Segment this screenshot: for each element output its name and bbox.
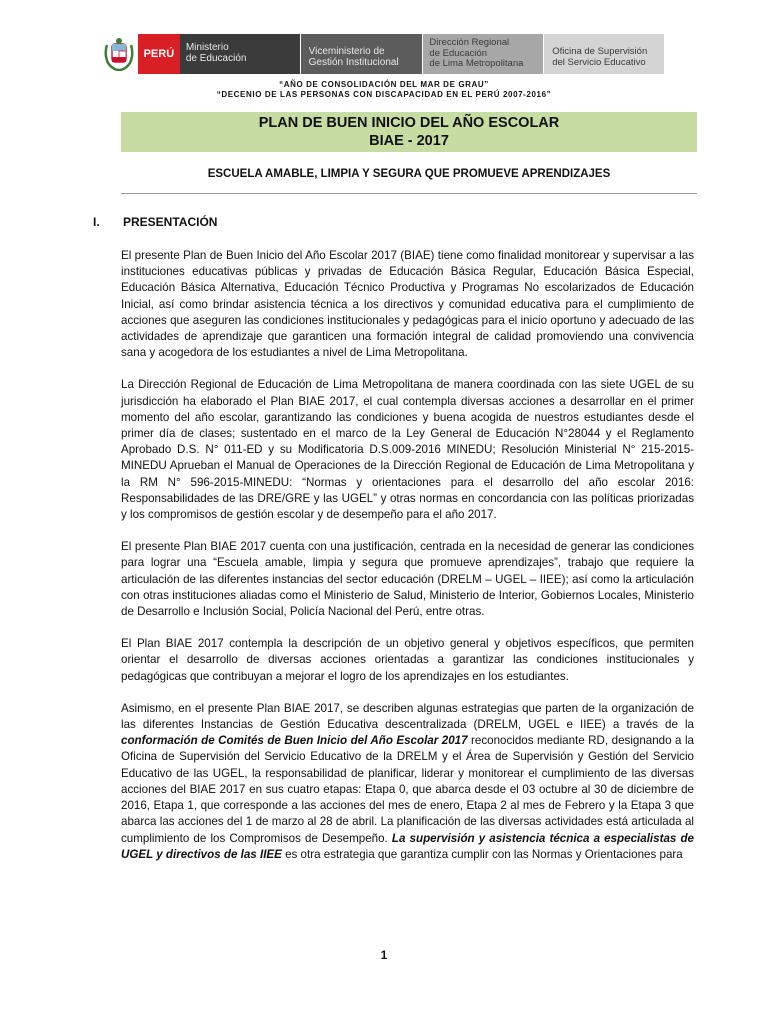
year-mottos [0,80,768,100]
section-number: I. [93,215,100,229]
coat-of-arms-icon [100,34,138,74]
paragraph: La Dirección Regional de Educación de Lima Metropolitana de manera coordinada con las siete UGEL de su jurisdicción ha elaborado el Plan BIAE 2017, el cual contempla diversas acciones a desarrollar en el primer momento del año escolar, garantizando las condiciones y buena acogida de nuestros estudiantes desde el primer día de clases; sustentado en el marco de la Ley General de Educación N°28044 y el Reglamento Aprobado D.S. N° 011-ED y su Modificatoria D.S.009-2016 MINEDU; Resolución Ministerial N° 215-2015-MINEDU Aprueban el Manual de Operaciones de la Dirección Regional de Educación de Lima Metropolitana y la RM N° 596-2015-MINEDU: “Normas y orientaciones para el desarrollo del año escolar 2016: Responsabilidades de las DRE/GRE y las UGEL” y otras normas en concordancia con las políticas priorizadas y los compromisos de gestión escolar y de desempeño para el año 2017. [121,378,694,522]
document-subtitle: ESCUELA AMABLE, LIMPIA Y SEGURA QUE PROMUEVE APRENDIZAJES [207,168,611,180]
motto-line: “DECENIO DE LAS PERSONAS CON DISCAPACIDAD EN EL PERÚ 2007-2016” [216,90,552,99]
regional-direction-label: Dirección Regional de Educación de Lima Metropolitana [423,34,543,74]
divider [121,193,697,194]
paragraph: El Plan BIAE 2017 contempla la descripción de un objetivo general y objetivos específicos, que permiten orientar el desarrollo de diversas acciones orientadas a garantizar las condiciones institucionales y pedagógicas que contribuyan a mejorar el logro de los aprendizajes en los estudiantes. [121,637,694,683]
paragraph: El presente Plan BIAE 2017 cuenta con una justificación, centrada en la necesidad de generar las condiciones para lograr una “Escuela amable, limpia y segura que promueve aprendizajes”, trabajo que requiere la articulación de las diferentes instancias del sector educación (DRELM – UGEL – IIEE); así como la articulación con otras instituciones aliadas como el Ministerio de Salud, Ministerio de Interior, Gobiernos Locales, Ministerio de Desarrollo e Inclusión Social, Policía Nacional del Perú, entre otras. [121,540,694,619]
document-title [121,112,697,152]
emphasis: La supervisión y asistencia técnica a especialistas de UGEL y directivos de las IIEE [121,831,694,861]
emphasis: conformación de Comités de Buen Inicio del Año Escolar 2017 [121,734,468,748]
ministry-label: Ministerio de Educación [180,34,300,74]
peru-brand: PERÚ [138,34,180,74]
section-heading [93,215,217,229]
supervision-office-label: Oficina de Supervisión del Servicio Educativo [544,34,664,74]
viceministry-label: Viceministerio de Gestión Institucional [301,34,423,74]
title-line: BIAE - 2017 [369,133,449,149]
page-number: 1 [380,948,388,962]
paragraph: El presente Plan de Buen Inicio del Año Escolar 2017 (BIAE) tiene como finalidad monitorear y supervisar a las instituciones educativas públicas y privadas de Educación Básica Regular, Educación Básica Especial, Educación Básica Alternativa, Educación Técnico Productiva y Programas No escolarizados de Educación Inicial, así como brindar asistencia técnica a los directivos y comunidad educativa para el cumplimiento de acciones que aseguren las condiciones institucionales y pedagógicas para el inicio oportuno y adecuado de las actividades de aprendizaje que garanticen una formación integral de calidad promoviendo una convivencia sana y acogedora de los estudiantes a nivel de Lima Metropolitana. [121,249,694,360]
institutional-header [100,34,664,74]
motto-line: “AÑO DE CONSOLIDACIÓN DEL MAR DE GRAU” [279,80,489,89]
title-line: PLAN DE BUEN INICIO DEL AÑO ESCOLAR [258,115,560,131]
section-title: PRESENTACIÓN [123,215,218,229]
paragraph: Asimismo, en el presente Plan BIAE 2017, se describen algunas estrategias que parten de la organización de las diferentes Instancias de Gestión Educativa descentralizada (DRELM, UGEL e IIEE) a través de la conformación de Comités de Buen Inicio del Año Escolar 2017 reconocidos mediante RD, designando a la Oficina de Supervisión del Servicio Educativo de la DRELM y el Área de Supervisión y Gestión del Servicio Educativo de las UGEL, la responsabilidad de planificar, liderar y monitorear el cumplimiento de las diversas acciones del BIAE 2017 en sus cuatro etapas: Etapa 0, que abarca desde el 03 octubre al 30 de diciembre de 2016, Etapa 1, que corresponde a las acciones del mes de enero, Etapa 2 al mes de Febrero y la Etapa 3 que abarca las acciones del 1 de marzo al 28 de abril. La planificación de las diversas actividades está articulada al cumplimiento de los Compromisos de Desempeño. La supervisión y asistencia técnica a especialistas de UGEL y directivos de las IIEE es otra estrategia que garantiza cumplir con las Normas y Orientaciones para [121,701,695,861]
body-text [121,248,694,879]
